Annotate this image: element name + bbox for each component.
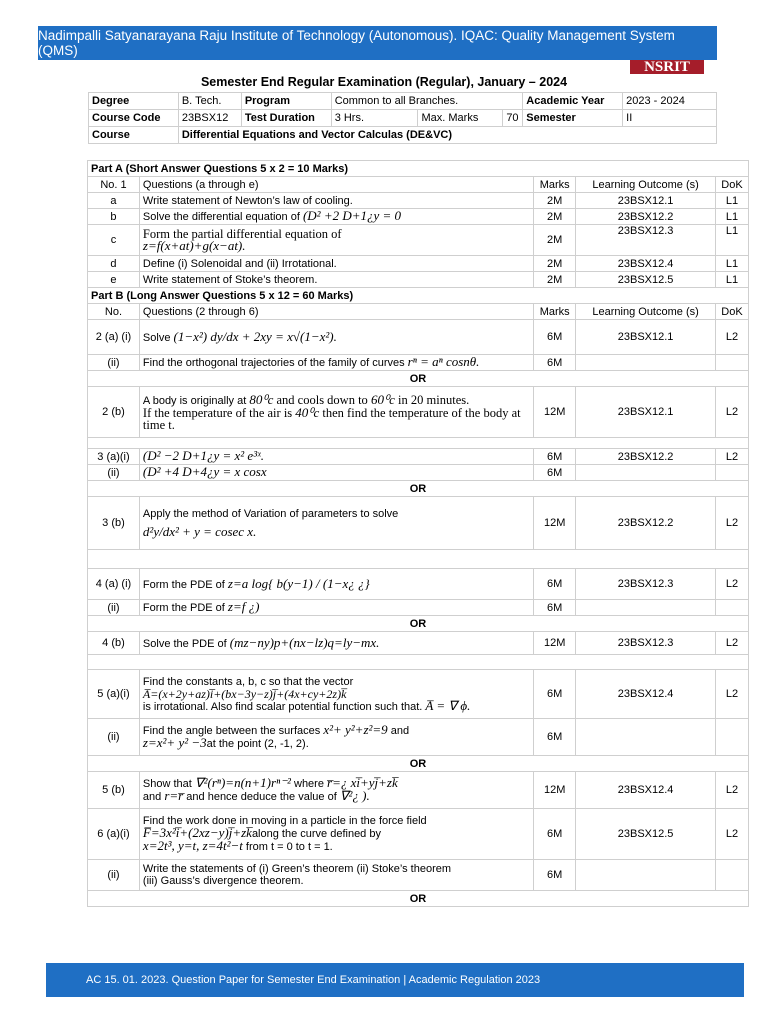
spacer-row [88, 438, 749, 449]
part-b-header-no: No. [88, 304, 140, 320]
question-no: c [88, 225, 140, 256]
question-no: 2 (b) [88, 387, 140, 438]
question-no: (ii) [88, 600, 140, 616]
question-no: (ii) [88, 465, 140, 481]
question-text: Find the constants a, b, c so that the vector A̅=(x+2y+az)i̅+(bx−3y−z)j̅+(4x+cy+2z)k̅ is irrotational. Also find scalar potential function such that. A̅ = ∇ ϕ. [139, 670, 533, 719]
degree-value: B. Tech. [178, 93, 241, 110]
table-row [88, 225, 749, 256]
question-text: Write statement of Newton’s law of cooling. [139, 193, 533, 209]
math-expression: rⁿ = aⁿ cosnθ. [407, 354, 480, 369]
question-text: Solve the PDE of (mz−ny)p+(nx−lz)q=ly−mx. [139, 632, 533, 655]
question-lo: 23BSX12.4 [576, 772, 716, 809]
question-text: Write statement of Stoke’s theorem. [139, 272, 533, 288]
question-lo: 23BSX12.3 [576, 569, 716, 600]
question-no: 5 (a)(i) [88, 670, 140, 719]
question-no: e [88, 272, 140, 288]
question-marks: 2M [534, 272, 576, 288]
max-marks-label: Max. Marks [418, 110, 503, 127]
question-lo: 23BSX12.4 [576, 256, 716, 272]
or-separator: OR [88, 616, 749, 632]
question-marks: 2M [534, 193, 576, 209]
duration-label: Test Duration [241, 110, 331, 127]
math-expression: (1−x²) dy/dx + 2xy = x√(1−x²). [173, 328, 337, 344]
table-row [88, 569, 749, 600]
math-expression: z=f ¿) [227, 599, 260, 614]
question-lo: 23BSX12.3 [576, 632, 716, 655]
math-expression: A̅=(x+2y+az)i̅+(bx−3y−z)j̅+(4x+cy+2z)k̅ [142, 686, 347, 701]
question-dok: L2 [715, 387, 748, 438]
part-b-header-questions: Questions (2 through 6) [139, 304, 533, 320]
or-separator: OR [88, 891, 749, 907]
question-dok: L2 [715, 670, 748, 719]
question-dok: L2 [715, 497, 748, 550]
question-text: Define (i) Solenoidal and (ii) Irrotational. [139, 256, 533, 272]
program-value: Common to all Branches. [331, 93, 523, 110]
question-lo: 23BSX12.3 [576, 225, 716, 256]
question-dok: L2 [715, 632, 748, 655]
math-expression: z=f(x+at)+g(x−at). [142, 238, 246, 253]
question-text: Solve the differential equation of (D² +2 D+1¿y = 0 [139, 209, 533, 225]
question-marks: 2M [534, 225, 576, 256]
or-separator: OR [88, 756, 749, 772]
table-row [88, 772, 749, 809]
question-dok: L2 [715, 320, 748, 355]
question-marks: 12M [534, 772, 576, 809]
max-marks-value: 70 [503, 110, 523, 127]
question-marks: 6M [534, 569, 576, 600]
question-no: d [88, 256, 140, 272]
question-marks: 12M [534, 387, 576, 438]
question-marks: 2M [534, 209, 576, 225]
or-separator: OR [88, 371, 749, 387]
table-row [88, 809, 749, 860]
question-marks: 6M [534, 719, 576, 756]
part-b-header-lo: Learning Outcome (s) [576, 304, 716, 320]
institute-logo: NSRIT [630, 60, 704, 74]
question-text: Find the work done in moving in a particle in the force field F̅=3x²i̅+(2xz−y)j̅+zk̅along the curve defined by x=2t³, y=t, z=4t²−t from t = 0 to t = 1. [139, 809, 533, 860]
question-no: 3 (a)(i) [88, 449, 140, 465]
course-value: Differential Equations and Vector Calculas (DE&VC) [178, 127, 716, 144]
question-lo: 23BSX12.1 [576, 387, 716, 438]
question-lo: 23BSX12.5 [576, 272, 716, 288]
math-expression: (D² −2 D+1¿y = x² e³ˣ. [142, 448, 265, 463]
code-value: 23BSX12 [178, 110, 241, 127]
or-separator: OR [88, 481, 749, 497]
program-label: Program [241, 93, 331, 110]
footer-banner [46, 963, 744, 997]
question-no: 5 (b) [88, 772, 140, 809]
table-row [88, 256, 749, 272]
part-a-title: Part A (Short Answer Questions 5 x 2 = 10 Marks) [88, 161, 749, 177]
question-text: Solve (1−x²) dy/dx + 2xy = x√(1−x²). [139, 320, 533, 355]
table-row [88, 465, 749, 481]
math-expression: z=a log{ b(y−1) / (1−x¿ ¿} [227, 575, 370, 591]
question-dok: L1 [715, 225, 748, 256]
table-row [88, 320, 749, 355]
part-a-header-dok: DoK [715, 177, 748, 193]
table-row [88, 193, 749, 209]
question-text: Form the partial differential equation of z=f(x+at)+g(x−at). [139, 225, 533, 256]
table-row [88, 860, 749, 891]
question-no: a [88, 193, 140, 209]
question-marks: 6M [534, 670, 576, 719]
question-text: Form the PDE of z=f ¿) [139, 600, 533, 616]
question-text: Form the PDE of z=a log{ b(y−1) / (1−x¿ ¿} [139, 569, 533, 600]
course-label: Course [89, 127, 179, 144]
year-label: Academic Year [523, 93, 623, 110]
question-marks: 6M [534, 465, 576, 481]
question-marks: 6M [534, 600, 576, 616]
duration-value: 3 Hrs. [331, 110, 418, 127]
question-marks: 2M [534, 256, 576, 272]
math-expression: d²y/dx² + y = cosec x. [142, 524, 257, 539]
question-dok: L1 [715, 272, 748, 288]
question-dok: L2 [715, 772, 748, 809]
part-b-header-marks: Marks [534, 304, 576, 320]
question-no: 2 (a) (i) [88, 320, 140, 355]
question-no: 4 (a) (i) [88, 569, 140, 600]
question-no: 4 (b) [88, 632, 140, 655]
question-dok: L2 [715, 809, 748, 860]
question-marks: 12M [534, 632, 576, 655]
question-text: A body is originally at 80⁰c and cools down to 60⁰c in 20 minutes. If the temperature of the air is 40⁰c then find the temperature of the body at time t. [139, 387, 533, 438]
math-expression: (D² +4 D+4¿y = x cosx [142, 464, 267, 479]
table-row [88, 355, 749, 371]
question-dok: L1 [715, 193, 748, 209]
part-a-header-questions: Questions (a through e) [139, 177, 533, 193]
question-marks: 6M [534, 809, 576, 860]
table-row [88, 497, 749, 550]
table-row [88, 670, 749, 719]
part-a-header-lo: Learning Outcome (s) [576, 177, 716, 193]
question-no: 3 (b) [88, 497, 140, 550]
part-a-header-marks: Marks [534, 177, 576, 193]
math-expression: (D² +2 D+1¿y = 0 [302, 208, 402, 223]
question-text: Find the angle between the surfaces x²+ y²+z²=9 and z=x²+ y² −3at the point (2, -1, 2). [139, 719, 533, 756]
question-no: (ii) [88, 355, 140, 371]
question-no: b [88, 209, 140, 225]
question-lo: 23BSX12.5 [576, 809, 716, 860]
question-no: 6 (a)(i) [88, 809, 140, 860]
question-marks: 12M [534, 497, 576, 550]
spacer-row [88, 655, 749, 670]
course-info-table [88, 92, 717, 144]
part-a-header-no: No. 1 [88, 177, 140, 193]
table-row [88, 387, 749, 438]
question-dok: L1 [715, 209, 748, 225]
question-lo: 23BSX12.2 [576, 497, 716, 550]
table-row [88, 449, 749, 465]
question-lo: 23BSX12.1 [576, 193, 716, 209]
question-text [139, 465, 533, 481]
question-dok: L1 [715, 256, 748, 272]
footer-text: AC 15. 01. 2023. Question Paper for Semester End Examination | Academic Regulation 2023 [86, 974, 541, 986]
math-expression: (mz−ny)p+(nx−lz)q=ly−mx. [229, 634, 380, 650]
header-banner [38, 26, 717, 60]
table-row [88, 272, 749, 288]
question-marks: 6M [534, 355, 576, 371]
question-lo: 23BSX12.1 [576, 320, 716, 355]
questions-table [87, 160, 749, 907]
question-no: (ii) [88, 860, 140, 891]
question-lo: 23BSX12.4 [576, 670, 716, 719]
degree-label: Degree [89, 93, 179, 110]
semester-label: Semester [523, 110, 623, 127]
question-text: Write the statements of (i) Green’s theorem (ii) Stoke’s theorem (iii) Gauss’s divergence theorem. [139, 860, 533, 891]
question-text: Show that ∇²(rⁿ)=n(n+1)rⁿ⁻² where r̅=¿ xi̅+yj̅+zk̅ and r=r̅ and hence deduce the value of ∇²¿ ). [139, 772, 533, 809]
table-row [88, 600, 749, 616]
table-row [88, 632, 749, 655]
spacer-row [88, 550, 749, 569]
question-lo: 23BSX12.2 [576, 209, 716, 225]
part-b-header-dok: DoK [715, 304, 748, 320]
table-row [88, 209, 749, 225]
exam-title: Semester End Regular Examination (Regular), January – 2024 [200, 75, 568, 89]
table-row [88, 719, 749, 756]
header-text: Nadimpalli Satyanarayana Raju Institute of Technology (Autonomous). IQAC: Quality Management System (QMS) [38, 28, 675, 58]
question-lo: 23BSX12.2 [576, 449, 716, 465]
year-value: 2023 - 2024 [623, 93, 717, 110]
question-text: Apply the method of Variation of parameters to solve d²y/dx² + y = cosec x. [139, 497, 533, 550]
part-b-title: Part B (Long Answer Questions 5 x 12 = 60 Marks) [88, 288, 749, 304]
question-marks: 6M [534, 320, 576, 355]
question-marks: 6M [534, 860, 576, 891]
question-marks: 6M [534, 449, 576, 465]
semester-value: II [623, 110, 717, 127]
question-no: (ii) [88, 719, 140, 756]
question-dok: L2 [715, 569, 748, 600]
code-label: Course Code [89, 110, 179, 127]
question-text: Find the orthogonal trajectories of the family of curves rⁿ = aⁿ cosnθ. [139, 355, 533, 371]
question-text [139, 449, 533, 465]
question-dok: L2 [715, 449, 748, 465]
